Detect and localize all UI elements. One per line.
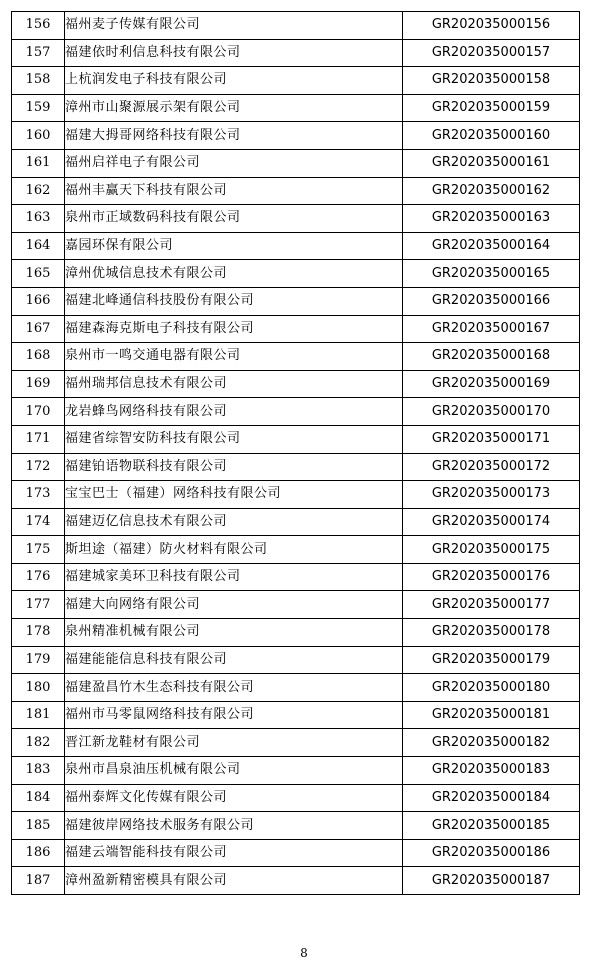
certificate-code-cell: GR202035000181 xyxy=(403,701,580,729)
certificate-code-cell: GR202035000179 xyxy=(403,646,580,674)
certificate-code-cell: GR202035000173 xyxy=(403,481,580,509)
certificate-code-cell: GR202035000164 xyxy=(403,232,580,260)
company-name-cell: 晋江新龙鞋材有限公司 xyxy=(65,729,403,757)
table-row xyxy=(12,370,580,398)
row-number-cell: 171 xyxy=(12,425,65,453)
certificate-code-cell: GR202035000158 xyxy=(403,67,580,95)
certificate-code-cell: GR202035000184 xyxy=(403,784,580,812)
company-name-cell: 福建大向网络有限公司 xyxy=(65,591,403,619)
row-number-cell: 172 xyxy=(12,453,65,481)
company-name-cell: 福州泰辉文化传媒有限公司 xyxy=(65,784,403,812)
table-row xyxy=(12,260,580,288)
certificate-code-cell: GR202035000176 xyxy=(403,563,580,591)
table-row xyxy=(12,122,580,150)
row-number-cell: 159 xyxy=(12,94,65,122)
certificate-code-cell: GR202035000170 xyxy=(403,398,580,426)
company-name-cell: 泉州精准机械有限公司 xyxy=(65,619,403,647)
row-number-cell: 156 xyxy=(12,12,65,40)
certificate-code-cell: GR202035000165 xyxy=(403,260,580,288)
company-name-cell: 福建森海克斯电子科技有限公司 xyxy=(65,315,403,343)
table-row xyxy=(12,453,580,481)
row-number-cell: 161 xyxy=(12,149,65,177)
company-name-cell: 福建城家美环卫科技有限公司 xyxy=(65,563,403,591)
page-number: 8 xyxy=(300,946,308,960)
row-number-cell: 170 xyxy=(12,398,65,426)
certificate-code-cell: GR202035000157 xyxy=(403,39,580,67)
table-row xyxy=(12,729,580,757)
certificate-code-cell: GR202035000186 xyxy=(403,839,580,867)
row-number-cell: 158 xyxy=(12,67,65,95)
table-row xyxy=(12,591,580,619)
company-name-cell: 泉州市一鸣交通电器有限公司 xyxy=(65,343,403,371)
company-name-cell: 福建能能信息科技有限公司 xyxy=(65,646,403,674)
row-number-cell: 186 xyxy=(12,839,65,867)
table-row xyxy=(12,39,580,67)
table-row xyxy=(12,398,580,426)
company-name-cell: 漳州盈新精密模具有限公司 xyxy=(65,867,403,895)
certificate-code-cell: GR202035000166 xyxy=(403,287,580,315)
table-row xyxy=(12,177,580,205)
table-row xyxy=(12,343,580,371)
row-number-cell: 177 xyxy=(12,591,65,619)
table-row xyxy=(12,563,580,591)
company-name-cell: 福建云端智能科技有限公司 xyxy=(65,839,403,867)
row-number-cell: 173 xyxy=(12,481,65,509)
certificate-code-cell: GR202035000177 xyxy=(403,591,580,619)
certificate-code-cell: GR202035000171 xyxy=(403,425,580,453)
table-row xyxy=(12,12,580,40)
row-number-cell: 167 xyxy=(12,315,65,343)
company-name-cell: 斯坦途（福建）防火材料有限公司 xyxy=(65,536,403,564)
row-number-cell: 183 xyxy=(12,757,65,785)
company-name-cell: 福建依时利信息科技有限公司 xyxy=(65,39,403,67)
certificate-code-cell: GR202035000178 xyxy=(403,619,580,647)
certificate-code-cell: GR202035000167 xyxy=(403,315,580,343)
certificate-code-cell: GR202035000163 xyxy=(403,205,580,233)
table-row xyxy=(12,867,580,895)
table-row xyxy=(12,812,580,840)
row-number-cell: 178 xyxy=(12,619,65,647)
certificate-code-cell: GR202035000187 xyxy=(403,867,580,895)
table-row xyxy=(12,481,580,509)
certificate-code-cell: GR202035000182 xyxy=(403,729,580,757)
company-name-cell: 福建彼岸网络技术服务有限公司 xyxy=(65,812,403,840)
table-row xyxy=(12,784,580,812)
row-number-cell: 169 xyxy=(12,370,65,398)
certificate-code-cell: GR202035000183 xyxy=(403,757,580,785)
company-name-cell: 福建大拇哥网络科技有限公司 xyxy=(65,122,403,150)
table-row xyxy=(12,646,580,674)
table-row xyxy=(12,205,580,233)
certificate-code-cell: GR202035000185 xyxy=(403,812,580,840)
row-number-cell: 176 xyxy=(12,563,65,591)
company-list-table xyxy=(11,11,580,895)
company-name-cell: 福建铂语物联科技有限公司 xyxy=(65,453,403,481)
table-body xyxy=(12,12,580,895)
certificate-code-cell: GR202035000160 xyxy=(403,122,580,150)
company-name-cell: 漳州市山聚源展示架有限公司 xyxy=(65,94,403,122)
row-number-cell: 175 xyxy=(12,536,65,564)
company-name-cell: 福州启祥电子有限公司 xyxy=(65,149,403,177)
table-row xyxy=(12,94,580,122)
row-number-cell: 165 xyxy=(12,260,65,288)
table-row xyxy=(12,315,580,343)
table-row xyxy=(12,508,580,536)
row-number-cell: 168 xyxy=(12,343,65,371)
company-name-cell: 福建迈亿信息技术有限公司 xyxy=(65,508,403,536)
table-row xyxy=(12,757,580,785)
row-number-cell: 160 xyxy=(12,122,65,150)
certificate-code-cell: GR202035000156 xyxy=(403,12,580,40)
certificate-code-cell: GR202035000162 xyxy=(403,177,580,205)
company-name-cell: 福建北峰通信科技股份有限公司 xyxy=(65,287,403,315)
company-name-cell: 龙岩蜂鸟网络科技有限公司 xyxy=(65,398,403,426)
row-number-cell: 181 xyxy=(12,701,65,729)
certificate-code-cell: GR202035000172 xyxy=(403,453,580,481)
table-row xyxy=(12,619,580,647)
company-name-cell: 福建盈昌竹木生态科技有限公司 xyxy=(65,674,403,702)
certificate-code-cell: GR202035000175 xyxy=(403,536,580,564)
table-row xyxy=(12,232,580,260)
table-row xyxy=(12,67,580,95)
company-name-cell: 嘉园环保有限公司 xyxy=(65,232,403,260)
certificate-code-cell: GR202035000180 xyxy=(403,674,580,702)
company-name-cell: 福州丰赢天下科技有限公司 xyxy=(65,177,403,205)
company-name-cell: 福建省综智安防科技有限公司 xyxy=(65,425,403,453)
certificate-code-cell: GR202035000159 xyxy=(403,94,580,122)
certificate-code-cell: GR202035000174 xyxy=(403,508,580,536)
row-number-cell: 180 xyxy=(12,674,65,702)
row-number-cell: 185 xyxy=(12,812,65,840)
company-name-cell: 宝宝巴士（福建）网络科技有限公司 xyxy=(65,481,403,509)
company-name-cell: 泉州市正域数码科技有限公司 xyxy=(65,205,403,233)
row-number-cell: 179 xyxy=(12,646,65,674)
company-name-cell: 上杭润发电子科技有限公司 xyxy=(65,67,403,95)
row-number-cell: 157 xyxy=(12,39,65,67)
certificate-code-cell: GR202035000168 xyxy=(403,343,580,371)
row-number-cell: 162 xyxy=(12,177,65,205)
company-name-cell: 福州瑞邦信息技术有限公司 xyxy=(65,370,403,398)
table-row xyxy=(12,425,580,453)
table-row xyxy=(12,536,580,564)
row-number-cell: 164 xyxy=(12,232,65,260)
table-row xyxy=(12,149,580,177)
table-row xyxy=(12,287,580,315)
company-name-cell: 泉州市昌泉油压机械有限公司 xyxy=(65,757,403,785)
row-number-cell: 174 xyxy=(12,508,65,536)
row-number-cell: 166 xyxy=(12,287,65,315)
row-number-cell: 184 xyxy=(12,784,65,812)
row-number-cell: 163 xyxy=(12,205,65,233)
certificate-code-cell: GR202035000169 xyxy=(403,370,580,398)
row-number-cell: 182 xyxy=(12,729,65,757)
certificate-code-cell: GR202035000161 xyxy=(403,149,580,177)
table-row xyxy=(12,839,580,867)
company-name-cell: 福州市马零鼠网络科技有限公司 xyxy=(65,701,403,729)
row-number-cell: 187 xyxy=(12,867,65,895)
company-name-cell: 漳州优城信息技术有限公司 xyxy=(65,260,403,288)
table-row xyxy=(12,701,580,729)
table-row xyxy=(12,674,580,702)
company-name-cell: 福州麦子传媒有限公司 xyxy=(65,12,403,40)
